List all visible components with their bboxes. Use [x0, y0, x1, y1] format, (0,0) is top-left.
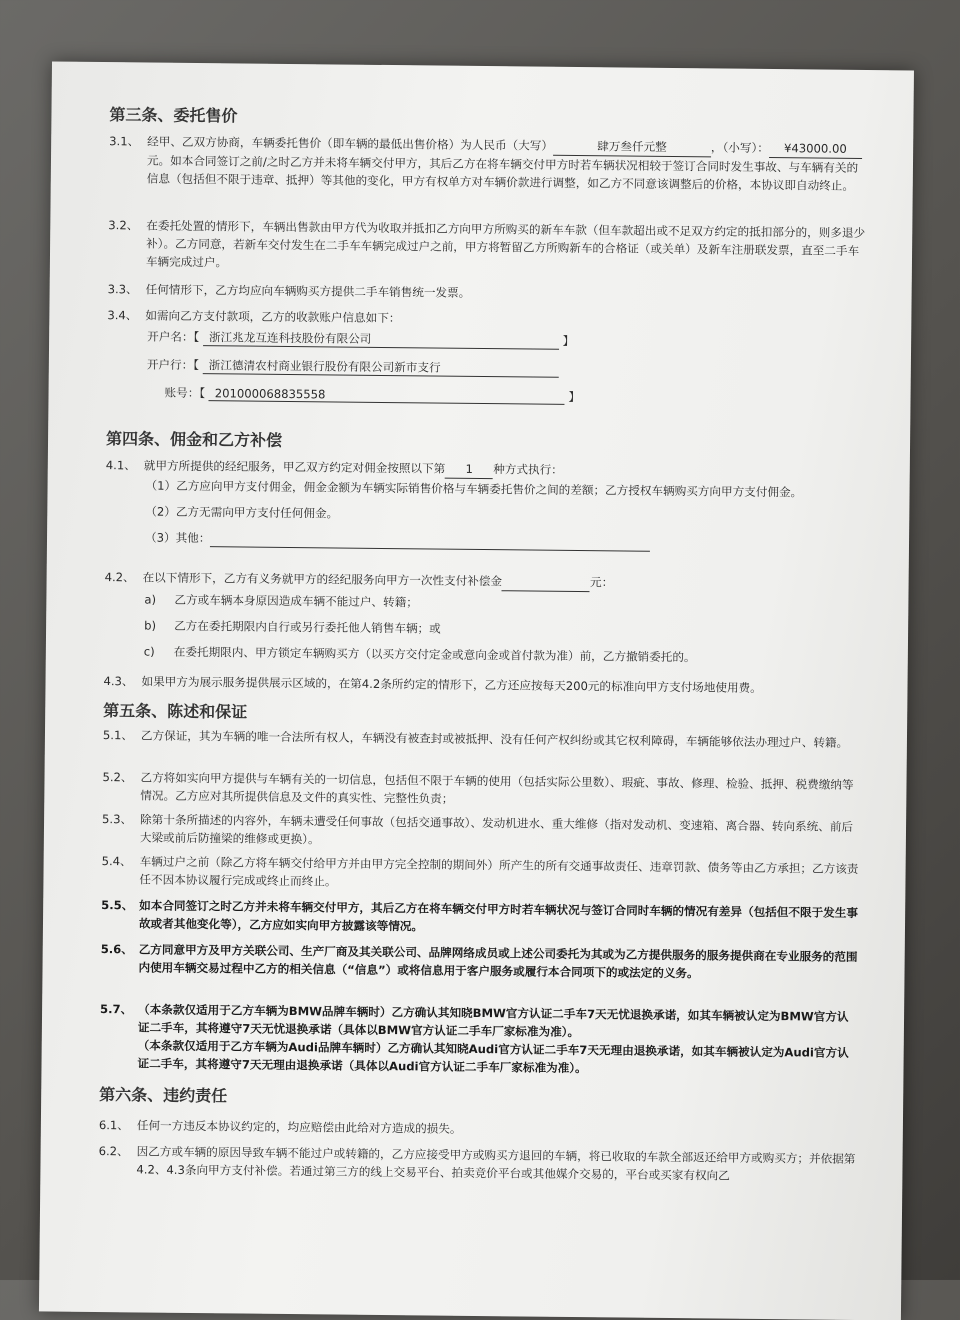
clause-text: 车辆过户之前（除乙方将车辆交付给甲方并由甲方完全控制的期间外）所产生的所有交通事故责任、违章罚款、债务等由乙方承担；乙方该责任不因本协议履行完成或终止而终止。: [139, 854, 859, 889]
clause-6-2: [98, 1142, 858, 1186]
option-3-label: （3）其他：: [144, 530, 211, 546]
clause-text: 在以下情形下，乙方有义务就甲方的经纪服务向甲方一次性支付补偿金: [142, 570, 503, 589]
amount-words-field: 肆万叁仟元整: [553, 137, 711, 158]
clause-5-3: [102, 810, 862, 854]
clause-number: 6.1、: [98, 1118, 130, 1133]
compensation-blank: [502, 572, 590, 592]
clause-number: 4.1、: [105, 458, 136, 473]
clause-4-3: [103, 672, 863, 698]
commission-option-1: （1）乙方应向甲方支付佣金，佣金金额为车辆实际销售价格与车辆委托售价之间的差额；乙方授权车辆购买方向甲方支付佣金。: [145, 478, 803, 500]
clause-text: 因乙方或车辆的原因导致车辆不能过户或转籍的，乙方应接受甲方或购买方退回的车辆，将已收取的车款全部返还给甲方或购买方；并依据第4.2、4.3条向甲方支付补偿。若通过第三方的线上交易平台、拍卖竞价平台或其他媒介交易的，平台或买家有权向乙: [136, 1144, 856, 1183]
clause-3-3: [108, 280, 868, 306]
condition-b: [144, 616, 441, 637]
commission-option-3: [145, 528, 651, 551]
account-number-label: 账号：【: [164, 385, 206, 401]
bank-field: 浙江德清农村商业银行股份有限公司新市支行: [203, 357, 559, 378]
clause-5-2: [102, 768, 862, 812]
clause-number: 3.4、: [107, 308, 138, 323]
other-line: [210, 532, 650, 552]
clause-number: 4.3、: [103, 674, 134, 689]
contract-page: [39, 61, 914, 1320]
bank-label: 开户行：【: [146, 357, 200, 373]
clause-text: 除第十条所描述的内容外，车辆未遭受任何事故（包括交通事故）、发动机进水、重大维修（指对发动机、变速箱、离合器、转向系统、前后大梁或前后防撞梁的维修或更换）。: [139, 812, 854, 847]
condition-label: c): [143, 644, 155, 659]
clause-text: 在委托处置的情形下，车辆出售款由甲方代为收取并抵扣乙方向甲方所购买的新车车款（但车款超出或不足双方约定的抵扣部分的，则多退少补）。乙方同意，若新车交付发生在二手车车辆完成过户之前，甲方将暂留乙方所购新车的合格证（或关单）及新车注册联发票，直至二手车车辆完成过户。: [145, 218, 866, 270]
commission-option-2: （2）乙方无需向甲方支付任何佣金。: [145, 504, 339, 521]
clause-5-7: [99, 1000, 860, 1080]
clause-text: 任何情形下，乙方均应向车辆购买方提供二手车销售统一发票。: [145, 282, 471, 300]
clause-number: 5.2、: [102, 770, 133, 785]
clause-5-6: [100, 940, 860, 984]
clause-number: 5.5、: [101, 898, 134, 913]
clause-text: 任何一方违反本协议约定的，均应赔偿由此给对方造成的损失。: [136, 1118, 462, 1136]
clause-number: 5.7、: [100, 1002, 133, 1017]
section-3-heading: 第三条、委托售价: [109, 105, 238, 126]
account-name-field: 浙江兆龙互连科技股份有限公司: [203, 329, 559, 350]
condition-text: 乙方或车辆本身原因造成车辆不能过户、转籍；: [174, 592, 418, 610]
clause-5-5: [101, 896, 861, 940]
condition-label: a): [144, 592, 157, 607]
page-content: [98, 92, 870, 1183]
account-name-row: [147, 328, 574, 349]
audi-clause-text: （本条款仅适用于乙方车辆为Audi品牌车辆时）乙方确认其知晓Audi官方认证二手车7天无理由退换承诺，如其车辆被认定为Audi官方认证二手车，其将遵守7天无理由退换承诺（具体以Audi官方认证二手车厂家标准为准）。: [137, 1038, 849, 1076]
clause-text: 如需向乙方支付款项，乙方的收款账户信息如下：: [145, 308, 401, 326]
condition-a: [144, 590, 418, 611]
clause-text: 乙方将如实向甲方提供与车辆有关的一切信息，包括但不限于车辆的使用（包括实际公里数）、瑕疵、事故、修理、检验、抵押、税费缴纳等情况。乙方应对其所提供信息及文件的真实性、完整性负责；: [140, 770, 854, 806]
clause-3-2: [108, 216, 869, 278]
clause-6-1: [99, 1116, 859, 1142]
clause-5-1: [103, 726, 863, 752]
clause-number: 3.3、: [107, 282, 138, 297]
bank-row: [147, 356, 559, 377]
close-bracket: 】: [568, 389, 581, 405]
account-number-field: 201000068835558: [209, 386, 565, 405]
clause-number: 3.2、: [108, 218, 139, 233]
clause-3-4: [107, 306, 867, 332]
clause-text: 元：: [589, 575, 614, 590]
clause-number: 3.1、: [109, 134, 140, 149]
condition-c: [144, 642, 696, 666]
clause-text: ，（小写）：: [710, 140, 769, 155]
clause-text: 如果甲方为展示服务提供展示区域的，在第4.2条所约定的情形下，乙方还应按每天200元的标准向甲方支付场地使用费。: [141, 674, 762, 695]
commission-option-field: 1: [445, 460, 493, 480]
condition-text: 在委托期限内、甲方锁定车辆购买方（以买方交付定金或意向金或首付款为准）前，乙方撤销委托的。: [173, 644, 696, 665]
clause-number: 5.4、: [101, 854, 132, 869]
account-number-row: [164, 385, 580, 405]
clause-number: 4.2、: [104, 570, 135, 585]
clause-5-4: [101, 852, 861, 896]
close-bracket: 】: [562, 333, 575, 348]
clause-text: 就甲方所提供的经纪服务，甲乙双方约定对佣金按照以下第: [143, 458, 446, 476]
clause-3-1: [109, 132, 870, 195]
account-name-label: 开户名：【: [147, 329, 200, 345]
clause-text: 乙方同意甲方及甲方关联公司、生产厂商及其关联公司、品牌网络成员或上述公司委托为其或为乙方提供服务的服务提供商在专业服务的范围内使用车辆交易过程中乙方的相关信息（“信息”）或将信息用于客户服务或履行本合同项下的或法定的义务。: [138, 942, 858, 981]
condition-text: 乙方在委托期限内自行或另行委托他人销售车辆；或: [174, 618, 441, 636]
clause-text: 元。如本合同签订之前/之时乙方并未将车辆交付甲方，其后乙方在将车辆交付甲方时若车辆状况相较于签订合同时发生事故、与车辆有关的信息（包括但不限于违章、抵押）等其他的变化，甲方有权单方对车辆价款进行调整，如乙方不同意该调整后的价格，本协议即自动终止。: [146, 153, 859, 193]
clause-text: 乙方保证，其为车辆的唯一合法所有权人，车辆没有被查封或被抵押、没有任何产权纠纷或其它权利障碍，车辆能够依法办理过户、转籍。: [140, 728, 849, 750]
section-4-heading: 第四条、佣金和乙方补偿: [105, 429, 283, 450]
clause-number: 6.2、: [98, 1144, 129, 1159]
clause-text: 种方式执行：: [493, 462, 563, 477]
amount-field: ¥43000.00: [769, 139, 862, 159]
bmw-clause-text: （本条款仅适用于乙方车辆为BMW品牌车辆时）乙方确认其知晓BMW官方认证二手车7天无忧退换承诺，如其车辆被认定为BMW官方认证二手车，其将遵守7天无忧退换承诺（具体以BMW官方认证二手车厂家标准为准）。: [137, 1002, 849, 1040]
section-5-heading: 第五条、陈述和保证: [103, 701, 248, 722]
clause-number: 5.6、: [100, 942, 133, 957]
section-6-heading: 第六条、违约责任: [99, 1085, 228, 1106]
clause-number: 5.3、: [102, 812, 133, 827]
condition-label: b): [144, 618, 157, 633]
clause-number: 5.1、: [102, 728, 134, 743]
clause-text: 如本合同签订之时乙方并未将车辆交付甲方，其后乙方在将车辆交付甲方时若车辆状况与签订合同时车辆的情况有差异（包括但不限于发生事故或者其他变化等），乙方应如实向甲方披露该等情况。: [138, 898, 859, 934]
clause-text: 经甲、乙双方协商，车辆委托售价（即车辆的最低出售价格）为人民币（大写）: [147, 134, 554, 153]
